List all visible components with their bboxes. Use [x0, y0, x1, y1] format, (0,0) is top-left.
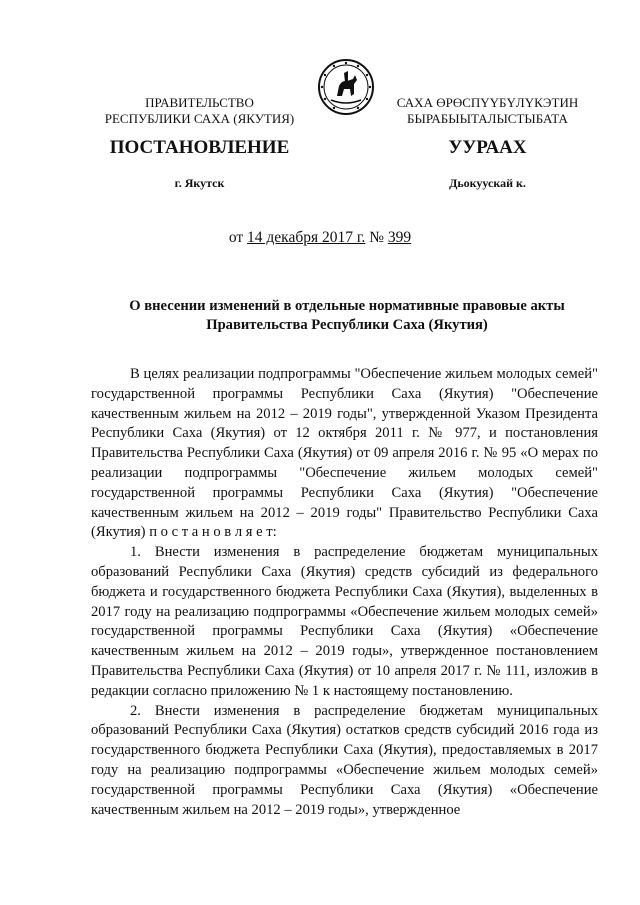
coat-of-arms-icon	[317, 58, 375, 116]
clause-2: 2. Внести изменения в распределение бюджетам муниципальных образований Республики Саха (Якутия) остатков средств субсидий 2016 года из государственного бюджета Республики Саха (Якутия), предоставляемых в 2017 году на реализацию подпрограммы «Обеспечение жильем молодых семей» государственной программы Республики Саха (Якутия) «Обеспечение качественным жильем на 2012 – 2019 годы», утвержденное	[91, 702, 598, 818]
org-name-yakut	[380, 95, 595, 127]
heading-line2: Правительства Республики Саха (Якутия)	[206, 317, 488, 333]
preamble-paragraph	[91, 365, 598, 543]
preamble-text: В целях реализации подпрограммы "Обеспечение жильем молодых семей" государственной программы Республики Саха (Якутия) "Обеспечение качественным жильем на 2012 – 2019 годы", утвержденной Указом Президента Республики Саха (Якутия) от 12 октября 2011 г. № 977, и постановления Правительства Республики Саха (Якутия) от 09 апреля 2016 г. № 95 «О мерах по реализации подпрограммы "Обеспечение жильем молодых семей" государственной программы Республики Саха (Якутия) "Обеспечение качественным жильем на 2012 – 2019 годы" Правительство Республики Саха (Якутия)	[91, 366, 598, 541]
heading-line1: О внесении изменений в отдельные нормативные правовые акты	[129, 298, 565, 314]
decree-date: 14 декабря 2017 г.	[247, 229, 366, 246]
number-label: №	[369, 229, 385, 246]
clause-1: 1. Внести изменения в распределение бюджетам муниципальных образований Республики Саха (Якутия) средств субсидий из федерального бюджета и государственного бюджета Республики Саха (Якутия), выделенных в 2017 году на реализацию подпрограммы «Обеспечение жильем молодых семей» государственной программы Республики Саха (Якутия) «Обеспечение качественным жильем на 2012 – 2019 годы», утвержденное постановлением Правительства Республики Саха (Якутия) от 10 апреля 2017 г. № 111, изложив в редакции согласно приложению № 1 к настоящему постановлению.	[91, 544, 598, 699]
document-heading	[96, 297, 598, 335]
org-name-line1: ПРАВИТЕЛЬСТВО	[145, 95, 254, 110]
decree-word: п о с т а н о в л я е т:	[149, 524, 277, 541]
date-prefix: от	[228, 229, 244, 246]
decree-dateline	[0, 229, 640, 247]
document-type-russian: ПОСТАНОВЛЕНИЕ	[109, 137, 290, 158]
city-russian: г. Якутск	[174, 176, 225, 190]
document-type-yakut: УУРААХ	[448, 137, 527, 158]
org-name-russian	[92, 95, 307, 127]
document-body	[91, 365, 598, 820]
decree-number: 399	[387, 229, 412, 246]
org-name-line2: БЫРАБЫЫТАЛЫСТЫБАТА	[407, 111, 568, 126]
city-yakut: Дьокуускай к.	[449, 176, 526, 190]
org-name-line1: САХА ӨРӨСПҮҮБҮЛҮКЭТИН	[396, 95, 579, 110]
org-name-line2: РЕСПУБЛИКИ САХА (ЯКУТИЯ)	[104, 111, 295, 126]
